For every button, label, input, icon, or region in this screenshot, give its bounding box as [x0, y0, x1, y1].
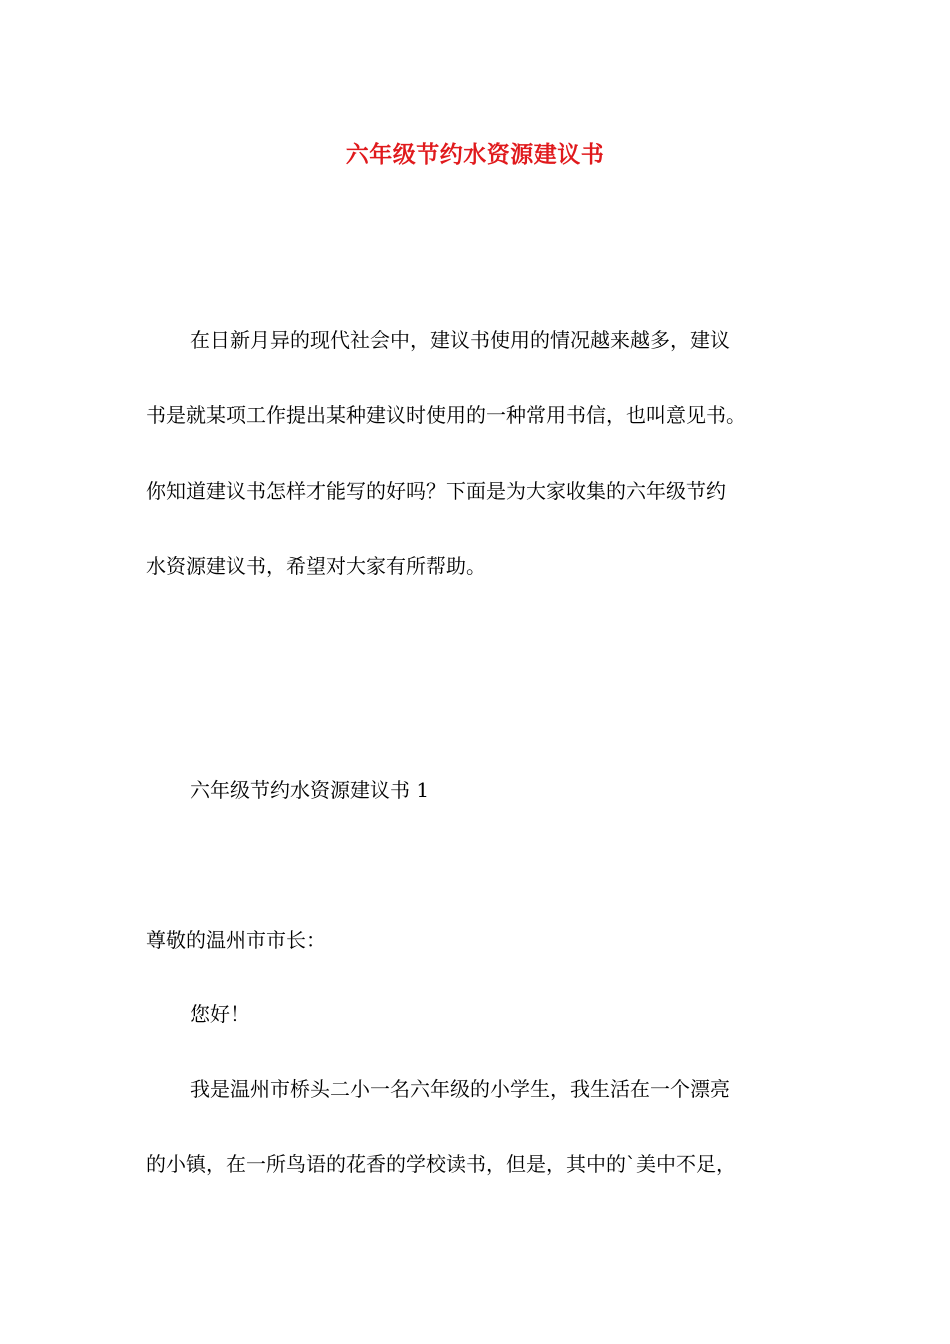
section-heading: 六年级节约水资源建议书 1	[190, 778, 430, 802]
intro-line: 你知道建议书怎样才能写的好吗？下面是为大家收集的六年级节约	[146, 479, 726, 503]
greeting: 您好！	[190, 1002, 250, 1026]
document-title: 六年级节约水资源建议书	[345, 141, 605, 168]
intro-line: 水资源建议书，希望对大家有所帮助。	[146, 554, 486, 578]
body-line: 我是温州市桥头二小一名六年级的小学生，我生活在一个漂亮	[190, 1077, 730, 1101]
intro-line: 在日新月异的现代社会中，建议书使用的情况越来越多，建议	[190, 328, 730, 352]
salutation: 尊敬的温州市市长：	[146, 928, 326, 952]
intro-line: 书是就某项工作提出某种建议时使用的一种常用书信，也叫意见书。	[146, 403, 746, 427]
body-line: 的小镇，在一所鸟语的花香的学校读书，但是，其中的`美中不足，	[146, 1152, 736, 1176]
